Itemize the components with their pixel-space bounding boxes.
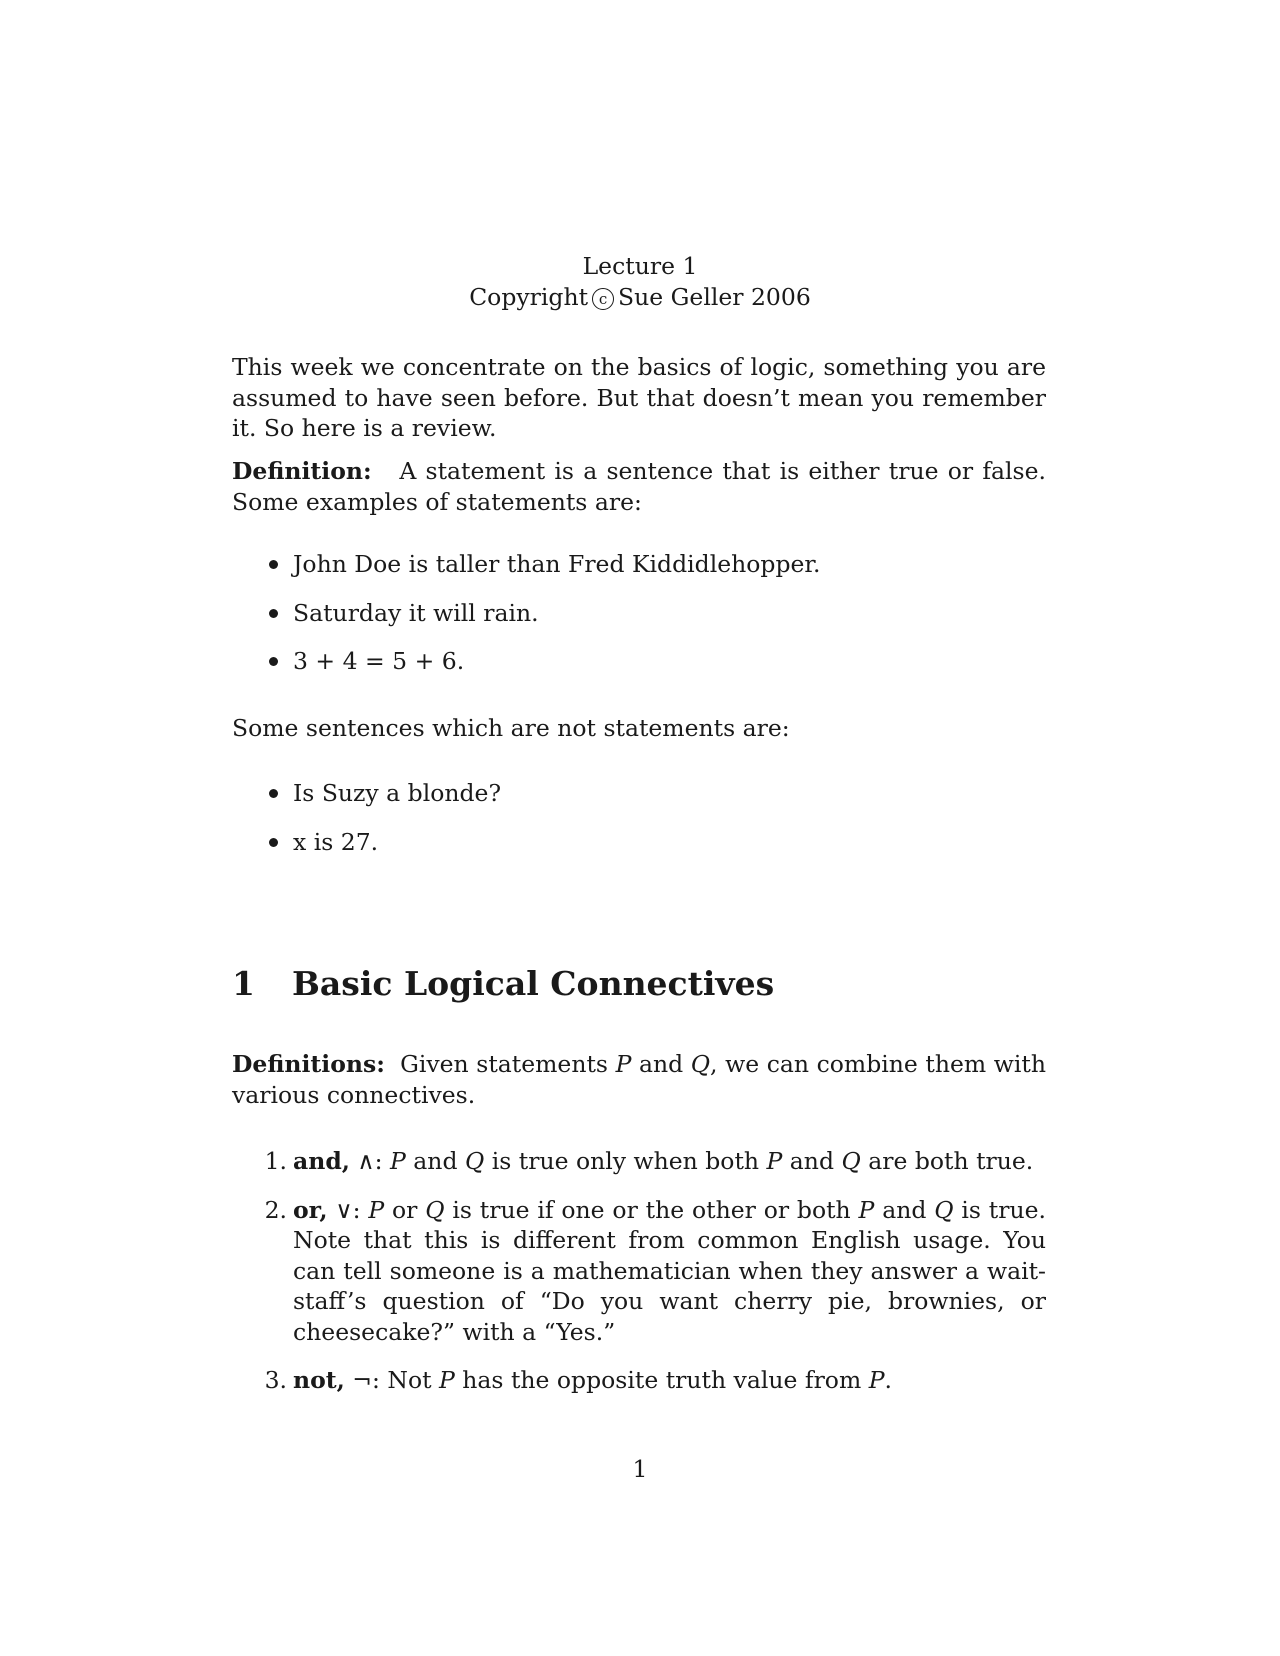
copyright-owner: Sue Geller 2006 [618, 282, 811, 311]
definitions-label: Definitions: [232, 1050, 385, 1078]
lecture-title-block [0, 251, 1280, 312]
definition-paragraph [232, 456, 1046, 517]
non-statements-intro: Some sentences which are not statements are: [232, 714, 790, 742]
or-symbol: ∨ [335, 1195, 353, 1224]
bullet-icon [269, 609, 278, 618]
not-symbol: ¬ [352, 1366, 372, 1394]
definition-text: A statement is a sentence that is either true or false. Some examples of statements are: [232, 457, 1046, 516]
copyright-line [0, 282, 1280, 313]
bullet-icon [269, 560, 278, 569]
item-number: 1. [264, 1147, 287, 1175]
bullet-icon [269, 838, 278, 847]
section-title: Basic Logical Connectives [292, 964, 775, 1003]
definition-label: Definition: [232, 457, 372, 485]
section-number: 1 [232, 964, 255, 1003]
list-item: Saturday it will rain. [293, 598, 1046, 629]
bullet-icon [269, 657, 278, 666]
connectives-list [264, 1146, 1046, 1396]
connective-name: and, [293, 1147, 350, 1175]
list-item: 3. not, ¬: Not P has the opposite truth value from P. [293, 1365, 1046, 1396]
list-item: 1. and, ∧: P and Q is true only when both P and Q are both true. [293, 1146, 1046, 1177]
page-number: 1 [632, 1455, 648, 1483]
list-item: 2. or, ∨: P or Q is true if one or the other or both P and Q is true. Note that this is different from common English usage. You can tell someone is a mathematician when they answer a wait-staff’s question of “Do you want cherry pie, brownies, or cheesecake?” with a “Yes.” [293, 1195, 1046, 1348]
and-symbol: ∧ [357, 1147, 375, 1175]
non-statements-list [293, 778, 1046, 857]
connective-name: not, [293, 1366, 345, 1394]
list-item: x is 27. [293, 827, 1046, 858]
connective-name: or, [293, 1195, 328, 1224]
statement-examples-list [293, 549, 1046, 677]
list-item: John Doe is taller than Fred Kiddidlehopper. [293, 549, 1046, 580]
list-item: 3 + 4 = 5 + 6. [293, 646, 1046, 677]
intro-paragraph: This week we concentrate on the basics of logic, something you are assumed to have seen before. But that doesn’t mean you remember it. So here is a review. [232, 353, 1046, 442]
bullet-icon [269, 789, 278, 798]
list-item: Is Suzy a blonde? [293, 778, 1046, 809]
lecture-title: Lecture 1 [582, 252, 698, 280]
item-number: 2. [264, 1195, 287, 1224]
section-heading [232, 964, 774, 1004]
item-number: 3. [264, 1366, 287, 1394]
copyright-icon: c [592, 288, 614, 310]
copyright-word: Copyright [469, 282, 589, 311]
math-var-q: Q [690, 1050, 711, 1078]
math-var-p: P [615, 1050, 632, 1078]
definitions-paragraph: Definitions: Given statements P and Q, we can combine them with various connectives. [232, 1050, 1046, 1109]
